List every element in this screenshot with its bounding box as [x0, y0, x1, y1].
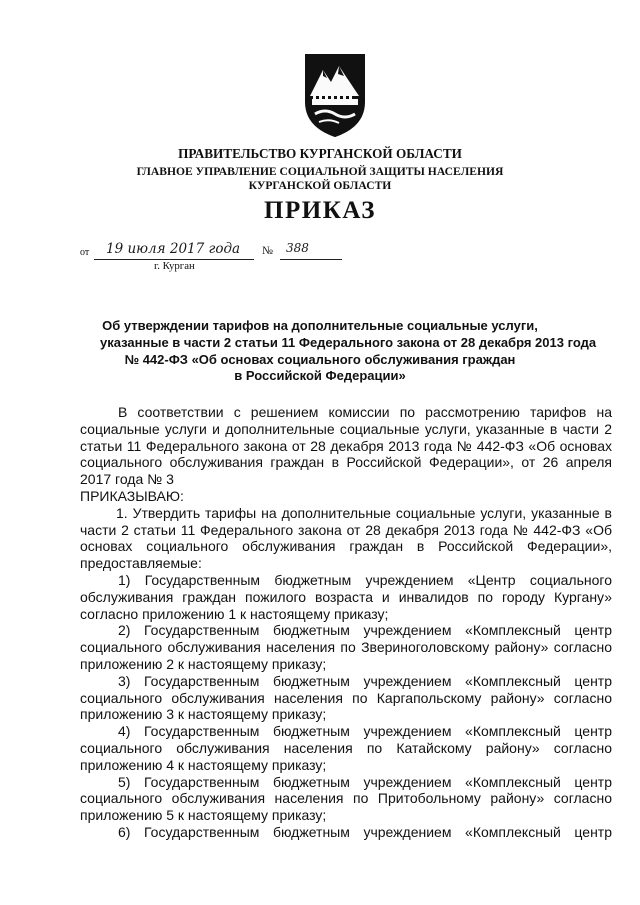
document-type-heading: ПРИКАЗ — [264, 197, 376, 224]
subitem-2: 2) Государственным бюджетным учреждением «Комплексный центр социального обслуживания населения по Звериноголовскому району» согласно приложению 2 к настоящему приказу; — [80, 622, 612, 672]
title-line-2: указанные в части 2 статьи 11 Федерального закона от 28 декабря 2013 года — [100, 334, 597, 350]
title-line-3: № 442-ФЗ «Об основах социального обслуживания граждан — [124, 351, 516, 367]
number-label: № — [262, 245, 273, 257]
order-word: ПРИКАЗЫВАЮ: — [80, 487, 184, 504]
item-1-paragraph: 1. Утвердить тарифы на дополнительные социальные услуги, указанные в части 2 статьи 11 Федерального закона от 28 декабря 2013 года № 442-ФЗ «Об основах социального обслуживания граждан в Российской Федерации», предоставляемые: — [80, 504, 612, 572]
preamble-paragraph: В соответствии с решением комиссии по рассмотрению тарифов на социальные услуги и дополнительные социальные услуги, указанные в части 2 статьи 11 Федерального закона от 28 декабря 2013 года № 442-ФЗ «Об основах социального обслуживания граждан в Российской Федерации», от 26 апреля 2017 года № 3 — [80, 404, 612, 488]
subitem-1: 1) Государственным бюджетным учреждением «Центр социального обслуживания граждан пожилого возраста и инвалидов по городу Кургану» согласно приложению 1 к настоящему приказу; — [80, 571, 612, 622]
city-label: г. Курган — [154, 260, 195, 272]
title-line-4: в Российской Федерации» — [234, 368, 406, 384]
handwritten-number: 388 — [286, 241, 309, 255]
subitem-3: 3) Государственным бюджетным учреждением «Комплексный центр социального обслуживания населения по Каргапольскому району» согласно приложению 3 к настоящему приказу; — [80, 672, 612, 723]
handwritten-date: 19 июля 2017 года — [106, 241, 241, 257]
from-label: от — [80, 247, 90, 258]
subitem-4: 4) Государственным бюджетным учреждением «Комплексный центр социального обслуживания населения по Катайскому району» согласно приложению 4 к настоящему приказу; — [80, 723, 612, 773]
order-date-number-row — [80, 238, 360, 262]
government-name: ПРАВИТЕЛЬСТВО КУРГАНСКОЙ ОБЛАСТИ — [178, 146, 462, 161]
department-line-2: КУРГАНСКОЙ ОБЛАСТИ — [248, 179, 392, 192]
department-name — [0, 165, 640, 193]
order-body — [80, 404, 612, 841]
subitem-5: 5) Государственным бюджетным учреждением «Комплексный центр социального обслуживания населения по Притобольному району» согласно приложению 5 к настоящему приказу; — [80, 773, 612, 824]
subitem-6: 6) Государственным бюджетным учреждением «Комплексный центр — [118, 823, 612, 840]
title-line-1: Об утверждении тарифов на дополнительные социальные услуги, — [102, 318, 538, 333]
coat-of-arms-emblem — [303, 52, 367, 138]
number-underline — [280, 259, 342, 260]
order-title — [100, 318, 597, 385]
department-line-1: ГЛАВНОЕ УПРАВЛЕНИЕ СОЦИАЛЬНОЙ ЗАЩИТЫ НАСЕЛЕНИЯ — [136, 165, 504, 178]
